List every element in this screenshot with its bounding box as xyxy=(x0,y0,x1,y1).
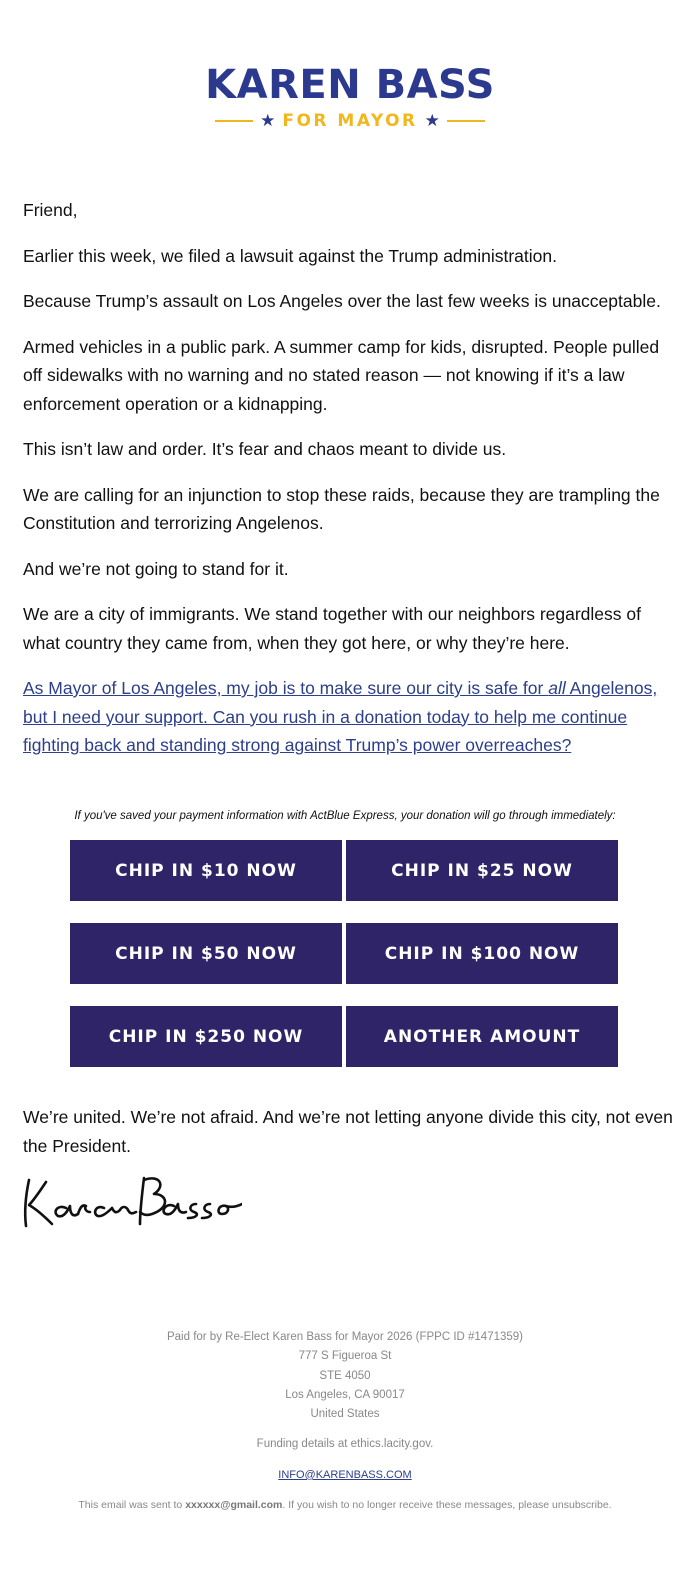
campaign-logo xyxy=(0,62,700,132)
unsubscribe-notice xyxy=(0,1496,690,1515)
paragraph-lawsuit: Earlier this week, we filed a lawsuit against the Trump administration. xyxy=(23,245,557,266)
signature-image xyxy=(20,1172,242,1234)
star-icon: ★ xyxy=(424,111,440,130)
donation-button-grid xyxy=(70,840,618,1067)
contact-email-link[interactable]: INFO@KARENBASS.COM xyxy=(278,1468,412,1481)
donation-appeal-link[interactable] xyxy=(23,674,677,760)
paragraph-injunction: We are calling for an injunction to stop these raids, because they are trampling the Constitution and terrorizing Angelenos. xyxy=(23,484,660,533)
logo-tagline: FOR MAYOR xyxy=(282,111,418,131)
chip-in-250-button[interactable]: CHIP IN $250 NOW xyxy=(70,1006,342,1067)
chip-in-25-button[interactable]: CHIP IN $25 NOW xyxy=(346,840,618,901)
address-city: Los Angeles, CA 90017 xyxy=(285,1388,405,1401)
chip-in-50-button[interactable]: CHIP IN $50 NOW xyxy=(70,923,342,984)
recipient-email: xxxxxx@gmail.com xyxy=(185,1499,283,1512)
appeal-text-before: As Mayor of Los Angeles, my job is to make sure our city is safe for xyxy=(23,678,549,698)
paragraph-armed-vehicles: Armed vehicles in a public park. A summer camp for kids, disrupted. People pulled off sidewalks with no warning and no stated reason — not knowing if it’s a law enforcement operation or a kidnapping. xyxy=(23,336,660,414)
chip-in-10-button[interactable]: CHIP IN $10 NOW xyxy=(70,840,342,901)
address-suite: STE 4050 xyxy=(319,1369,371,1382)
actblue-express-note: If you've saved your payment information with ActBlue Express, your donation will go through immediately: xyxy=(74,810,616,822)
funding-details: Funding details at ethics.lacity.gov. xyxy=(256,1438,434,1451)
footer xyxy=(0,1328,690,1515)
paragraph-immigrants: We are a city of immigrants. We stand together with our neighbors regardless of what country they came from, when they got here, or why they’re here. xyxy=(23,604,641,653)
address-street: 777 S Figueroa St xyxy=(298,1350,392,1363)
star-icon: ★ xyxy=(260,111,276,130)
appeal-text-after: Angelenos, but I need your support. Can you rush in a donation today to help me continue fighting back and standing strong against Trump’s power overreaches? xyxy=(23,678,658,755)
email-body xyxy=(23,196,677,777)
paragraph-assault: Because Trump’s assault on Los Angeles over the last few weeks is unacceptable. xyxy=(23,291,661,311)
logo-left-rule xyxy=(215,120,253,122)
another-amount-button[interactable]: ANOTHER AMOUNT xyxy=(346,1006,618,1067)
unsub-text-pre: This email was sent to xyxy=(78,1499,186,1512)
address-country: United States xyxy=(310,1408,380,1421)
logo-name: KAREN BASS xyxy=(205,62,495,108)
appeal-text-emphasis: all xyxy=(548,678,566,698)
paragraph-law-and-order: This isn’t law and order. It’s fear and chaos meant to divide us. xyxy=(23,439,507,459)
paragraph-stand: And we’re not going to stand for it. xyxy=(23,558,289,579)
logo-right-rule xyxy=(447,120,485,122)
logo-tagline-row xyxy=(0,110,700,132)
unsub-text-post[interactable]: . If you wish to no longer receive these messages, please unsubscribe. xyxy=(282,1499,612,1512)
chip-in-100-button[interactable]: CHIP IN $100 NOW xyxy=(346,923,618,984)
closing-paragraph: We’re united. We’re not afraid. And we’re not letting anyone divide this city, not even the President. xyxy=(23,1107,673,1156)
paid-for-disclaimer: Paid for by Re-Elect Karen Bass for Mayor 2026 (FPPC ID #1471359) xyxy=(166,1331,524,1343)
greeting: Friend, xyxy=(23,200,78,220)
